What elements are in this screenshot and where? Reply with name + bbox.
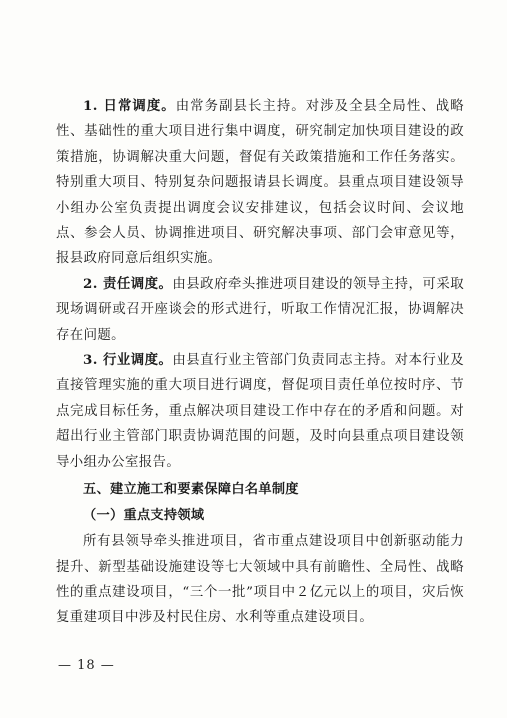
- paragraph-text: 由常务副县长主持。对涉及全县全局性、战略性、基础性的重大项目进行集中调度，研究制定加快项目建设的政策措施，协调解决重大问题，督促有关政策措施和工作任务落实。特别重大项目、特别复杂问题报请县长调度。县重点项目建设领导小组办公室负责提出调度会议安排建议，包括会议时间、会议地点、参会人员、协调推进项目、研究解决事项、部门会审意见等，报县政府同意后组织实施。: [56, 99, 465, 267]
- paragraph-daily-dispatch: [56, 94, 464, 272]
- page-number: — 18 —: [58, 658, 115, 673]
- paragraph-label: 1. 日常调度。: [83, 98, 176, 114]
- paragraph-label: 3. 行业调度。: [83, 352, 173, 369]
- section-heading: 五、建立施工和要素保障白名单制度: [83, 482, 299, 498]
- paragraph-label: 2. 责任调度。: [83, 275, 173, 292]
- paragraph-text: 由县直行业主管部门负责同志主持。对本行业及直接管理实施的重大项目进行调度，督促项目责任单位按时序、节点完成目标任务，重点解决项目建设工作中存在的矛盾和问题。对超出行业主管部门职责协调范围的问题，及时向县重点项目建设领导小组办公室报告。: [56, 353, 465, 470]
- paragraph-industry-dispatch: [56, 348, 464, 475]
- paragraph-responsibility-dispatch: [56, 272, 464, 348]
- document-body: [56, 94, 464, 631]
- paragraph-key-support-areas: 所有县领导牵头推进项目，省市重点建设项目中创新驱动能力提升、新型基础设施建设等七大领域中具有前瞻性、全局性、战略性的重点建设项目，“三个一批”项目中２亿元以上的项目，灾后恢复重建项目中涉及村民住房、水利等重点建设项目。: [56, 534, 464, 626]
- paragraph-text: 由县政府牵头推进项目建设的领导主持，可采取现场调研或召开座谈会的形式进行，听取工作情况汇报，协调解决存在问题。: [56, 276, 465, 343]
- subsection-heading: （一）重点支持领域: [83, 508, 205, 524]
